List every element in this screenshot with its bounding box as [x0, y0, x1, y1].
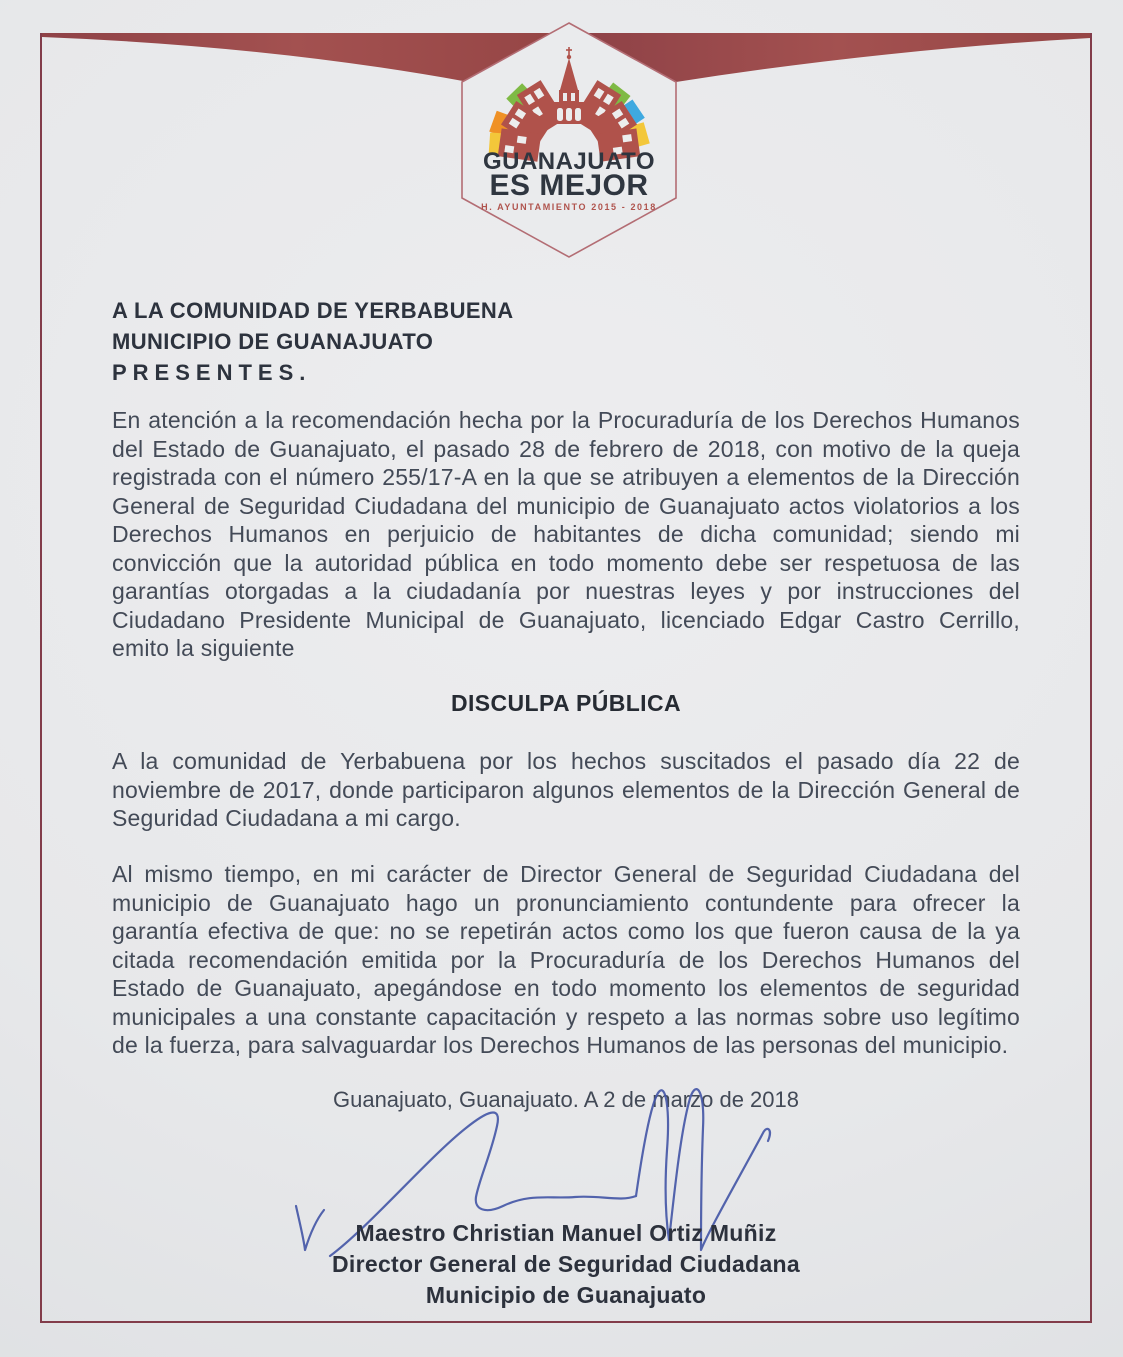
paragraph-1: En atención a la recomendación hecha por la Procuraduría de los Derechos Humanos del Estado de Guanajuato, el pasado 28 de febrero de 2018, con motivo de la queja registrada con el número 255/17-A en la que se atribuyen a elementos de la Dirección General de Seguridad Ciudadana del municipio de Guanajuato actos violatorios a los Derechos Humanos en perjuicio de habitantes de dicha comunidad; siendo mi convicción que la autoridad pública en todo momento debe ser respetuosa de las garantías otorgadas a la ciudadanía por nuestras leyes y por instrucciones del Ciudadano Presidente Municipal de Guanajuato, licenciado Edgar Castro Cerrillo, emito la siguiente	[112, 407, 1020, 661]
recipient-line-3: PRESENTES.	[112, 360, 312, 385]
logo-tagline: ES MEJOR	[489, 169, 649, 202]
signatory-municipality: Municipio de Guanajuato	[425, 1282, 707, 1308]
signatory-title: Director General de Seguridad Ciudadana	[332, 1251, 800, 1277]
letterhead-graphic	[0, 0, 1123, 290]
header-band-left	[42, 33, 551, 81]
recipient-line-2: MUNICIPIO DE GUANAJUATO	[112, 329, 434, 354]
signatory-name: Maestro Christian Manuel Ortiz Muñiz	[355, 1220, 777, 1246]
apology-heading: DISCULPA PÚBLICA	[450, 690, 681, 716]
dateline: Guanajuato, Guanajuato. A 2 de marzo de 2018	[332, 1087, 800, 1112]
paragraph-2: A la comunidad de Yerbabuena por los hechos suscitados el pasado día 22 de noviembre de 2017, donde participaron algunos elementos de la Dirección General de Seguridad Ciudadana a mi cargo.	[112, 748, 1020, 831]
logo-text	[462, 150, 676, 212]
logo-title: GUANAJUATO	[482, 148, 656, 175]
signatory-block	[112, 1218, 1020, 1311]
recipient-block	[112, 295, 514, 388]
logo-subtitle: H. AYUNTAMIENTO 2015 - 2018	[481, 202, 657, 212]
recipient-line-1: A LA COMUNIDAD DE YERBABUENA	[112, 298, 514, 323]
paragraph-3: Al mismo tiempo, en mi carácter de Director General de Seguridad Ciudadana del municipio de Guanajuato hago un pronunciamiento contundente para ofrecer la garantía efectiva de que: no se repetirán actos como los que fueron causa de la ya citada recomendación emitida por la Procuraduría de los Derechos Humanos del Estado de Guanajuato, apegándose en todo momento los elementos de seguridad municipales a una constante capacitación y respeto a las normas sobre uso legítimo de la fuerza, para salvaguardar los Derechos Humanos de las personas del municipio.	[112, 861, 1020, 1058]
